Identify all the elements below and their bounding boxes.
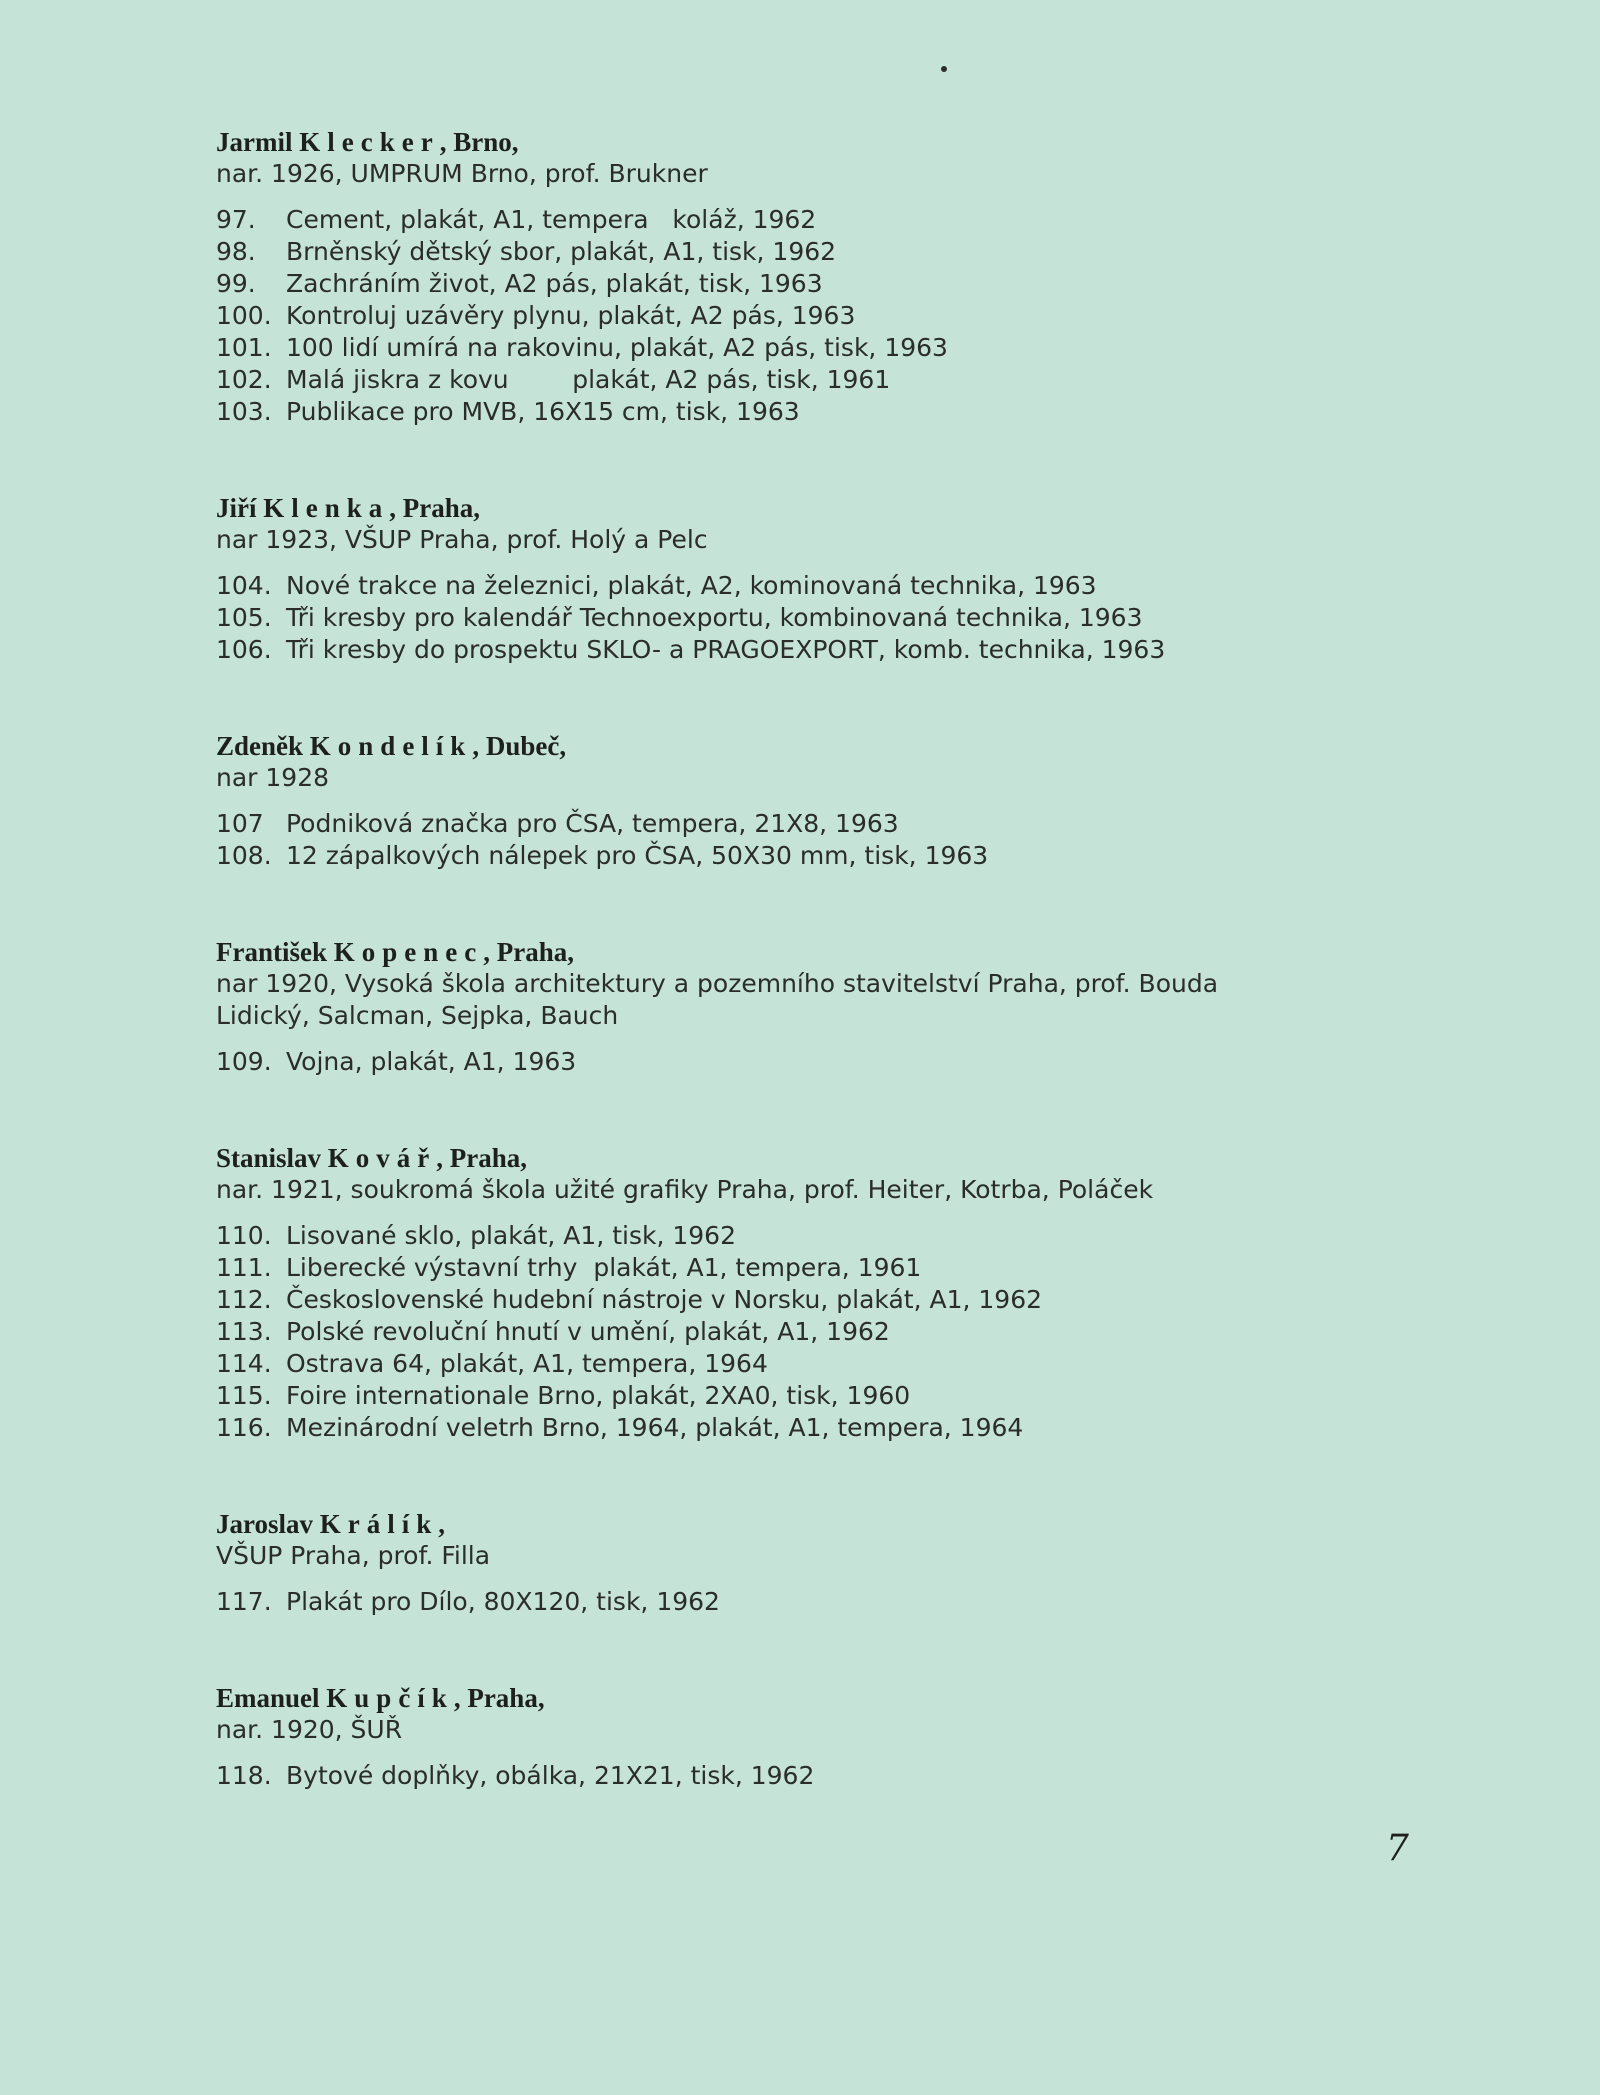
artist-first-name: Jarmil (216, 127, 293, 157)
artist-info-line: nar. 1926, UMPRUM Brno, prof. Brukner (216, 159, 708, 188)
work-item (216, 1348, 1536, 1380)
work-number: 115. (216, 1381, 272, 1410)
work-number: 104. (216, 571, 272, 600)
work-description: Zachráním život, A2 pás, plakát, tisk, 1963 (286, 269, 823, 298)
work-number: 99. (216, 269, 256, 298)
artist-heading: Jiří Klenka, Praha, (216, 493, 481, 523)
artist-heading: Jarmil Klecker, Brno, (216, 127, 519, 157)
work-number: 111. (216, 1253, 272, 1282)
artist-heading: Zdeněk Kondelík, Dubeč, (216, 731, 567, 761)
artist-first-name: Stanislav (216, 1143, 322, 1173)
artist-info-line: nar. 1920, ŠUŘ (216, 1715, 403, 1744)
artist-last-name: Králík (319, 1509, 439, 1539)
artist-first-name: Jiří (216, 493, 257, 523)
artist-place: Praha, (496, 937, 574, 967)
artist-place: Praha, (467, 1683, 545, 1713)
work-description: Polské revoluční hnutí v umění, plakát, A1, 1962 (286, 1317, 890, 1346)
works-list (216, 570, 1536, 666)
artist-last-name: Kopenec (333, 937, 484, 967)
artist-entry (216, 126, 1536, 428)
artist-info (216, 1714, 1536, 1746)
artist-last-name: Kondelík (309, 731, 473, 761)
artist-info (216, 158, 1536, 190)
work-description: Nové trakce na železnici, plakát, A2, kominovaná technika, 1963 (286, 571, 1097, 600)
artist-info-line: nar 1920, Vysoká škola architektury a pozemního stavitelství Praha, prof. Bouda (216, 969, 1219, 998)
work-description: Lisované sklo, plakát, A1, tisk, 1962 (286, 1221, 736, 1250)
work-item (216, 332, 1536, 364)
work-number: 101. (216, 333, 272, 362)
artist-entry (216, 936, 1536, 1078)
artist-entry (216, 1142, 1536, 1444)
artist-info (216, 762, 1536, 794)
work-description: Brněnský dětský sbor, plakát, A1, tisk, 1962 (286, 237, 837, 266)
work-item (216, 1760, 1536, 1792)
work-number: 100. (216, 301, 272, 330)
work-number: 98. (216, 237, 256, 266)
work-description: Foire internationale Brno, plakát, 2XA0, tisk, 1960 (286, 1381, 911, 1410)
artist-entry (216, 1682, 1536, 1792)
artist-info-line: nar 1928 (216, 763, 330, 792)
artist-heading: Jaroslav Králík, (216, 1509, 446, 1539)
artist-place: Dubeč, (485, 731, 567, 761)
work-item (216, 1252, 1536, 1284)
artist-first-name: Jaroslav (216, 1509, 314, 1539)
work-description: Československé hudební nástroje v Norsku, plakát, A1, 1962 (286, 1285, 1043, 1314)
work-item (216, 1316, 1536, 1348)
work-number: 106. (216, 635, 272, 664)
work-item (216, 396, 1536, 428)
artist-info (216, 1174, 1536, 1206)
works-list (216, 204, 1536, 428)
artist-heading: František Kopenec, Praha, (216, 937, 574, 967)
work-number: 113. (216, 1317, 272, 1346)
work-number: 117. (216, 1587, 272, 1616)
work-description: Ostrava 64, plakát, A1, tempera, 1964 (286, 1349, 768, 1378)
artist-heading: Stanislav Kovář, Praha, (216, 1143, 528, 1173)
works-list (216, 808, 1536, 872)
work-description: Cement, plakát, A1, tempera koláž, 1962 (286, 205, 817, 234)
work-description: Kontroluj uzávěry plynu, plakát, A2 pás, 1963 (286, 301, 856, 330)
work-description: Plakát pro Dílo, 80X120, tisk, 1962 (286, 1587, 720, 1616)
artist-last-name: Klenka (263, 493, 390, 523)
work-description: Podniková značka pro ČSA, tempera, 21X8, 1963 (286, 809, 899, 838)
artist-first-name: Emanuel (216, 1683, 320, 1713)
artist-entry (216, 1508, 1536, 1618)
work-description: Tři kresby do prospektu SKLO- a PRAGOEXPORT, komb. technika, 1963 (286, 635, 1166, 664)
artist-info-line: nar. 1921, soukromá škola užité grafiky Praha, prof. Heiter, Kotrba, Poláček (216, 1175, 1154, 1204)
artist-info-line: nar 1923, VŠUP Praha, prof. Holý a Pelc (216, 525, 708, 554)
work-item (216, 808, 1536, 840)
work-number: 116. (216, 1413, 272, 1442)
work-number: 112. (216, 1285, 272, 1314)
work-item (216, 1412, 1536, 1444)
work-description: Bytové doplňky, obálka, 21X21, tisk, 1962 (286, 1761, 815, 1790)
page-number: 7 (1386, 1828, 1409, 1869)
artist-last-name: Klecker (299, 127, 440, 157)
work-item (216, 840, 1536, 872)
artist-last-name: Kovář (327, 1143, 437, 1173)
work-number: 109. (216, 1047, 272, 1076)
work-item (216, 204, 1536, 236)
artist-info (216, 1540, 1536, 1572)
work-item (216, 1284, 1536, 1316)
work-number: 107 (216, 809, 264, 838)
work-description: Mezinárodní veletrh Brno, 1964, plakát, A1, tempera, 1964 (286, 1413, 1024, 1442)
artist-place: Praha, (402, 493, 481, 523)
work-item (216, 1586, 1536, 1618)
artist-entry (216, 730, 1536, 872)
work-item (216, 602, 1536, 634)
work-item (216, 364, 1536, 396)
artist-last-name: Kupčík (326, 1683, 454, 1713)
artist-info-line: VŠUP Praha, prof. Filla (216, 1541, 491, 1570)
work-description: Liberecké výstavní trhy plakát, A1, tempera, 1961 (286, 1253, 922, 1282)
work-number: 118. (216, 1761, 272, 1790)
work-item (216, 300, 1536, 332)
work-description: Publikace pro MVB, 16X15 cm, tisk, 1963 (286, 397, 800, 426)
artist-first-name: Zdeněk (216, 731, 304, 761)
artist-first-name: František (216, 937, 327, 967)
artist-info (216, 968, 1536, 1032)
print-speck (941, 66, 947, 72)
work-item (216, 236, 1536, 268)
work-item (216, 1046, 1536, 1078)
artist-place: Brno, (453, 127, 519, 157)
work-description: 12 zápalkových nálepek pro ČSA, 50X30 mm, tisk, 1963 (286, 841, 989, 870)
work-number: 110. (216, 1221, 272, 1250)
artist-entry (216, 492, 1536, 666)
works-list (216, 1586, 1536, 1618)
work-number: 105. (216, 603, 272, 632)
work-number: 108. (216, 841, 272, 870)
artist-info-line: Lidický, Salcman, Sejpka, Bauch (216, 1001, 619, 1030)
work-description: Tři kresby pro kalendář Technoexportu, kombinovaná technika, 1963 (286, 603, 1143, 632)
work-number: 97. (216, 205, 256, 234)
artist-info (216, 524, 1536, 556)
work-item (216, 570, 1536, 602)
work-description: Vojna, plakát, A1, 1963 (286, 1047, 577, 1076)
work-item (216, 1220, 1536, 1252)
work-number: 103. (216, 397, 272, 426)
artist-place: Praha, (449, 1143, 528, 1173)
work-description: Malá jiskra z kovu plakát, A2 pás, tisk, 1961 (286, 365, 891, 394)
works-list (216, 1760, 1536, 1792)
work-number: 102. (216, 365, 272, 394)
work-item (216, 268, 1536, 300)
catalog-listing (216, 126, 1536, 1856)
works-list (216, 1046, 1536, 1078)
work-item (216, 1380, 1536, 1412)
work-number: 114. (216, 1349, 272, 1378)
works-list (216, 1220, 1536, 1444)
work-description: 100 lidí umírá na rakovinu, plakát, A2 pás, tisk, 1963 (286, 333, 948, 362)
artist-heading: Emanuel Kupčík, Praha, (216, 1683, 545, 1713)
work-item (216, 634, 1536, 666)
